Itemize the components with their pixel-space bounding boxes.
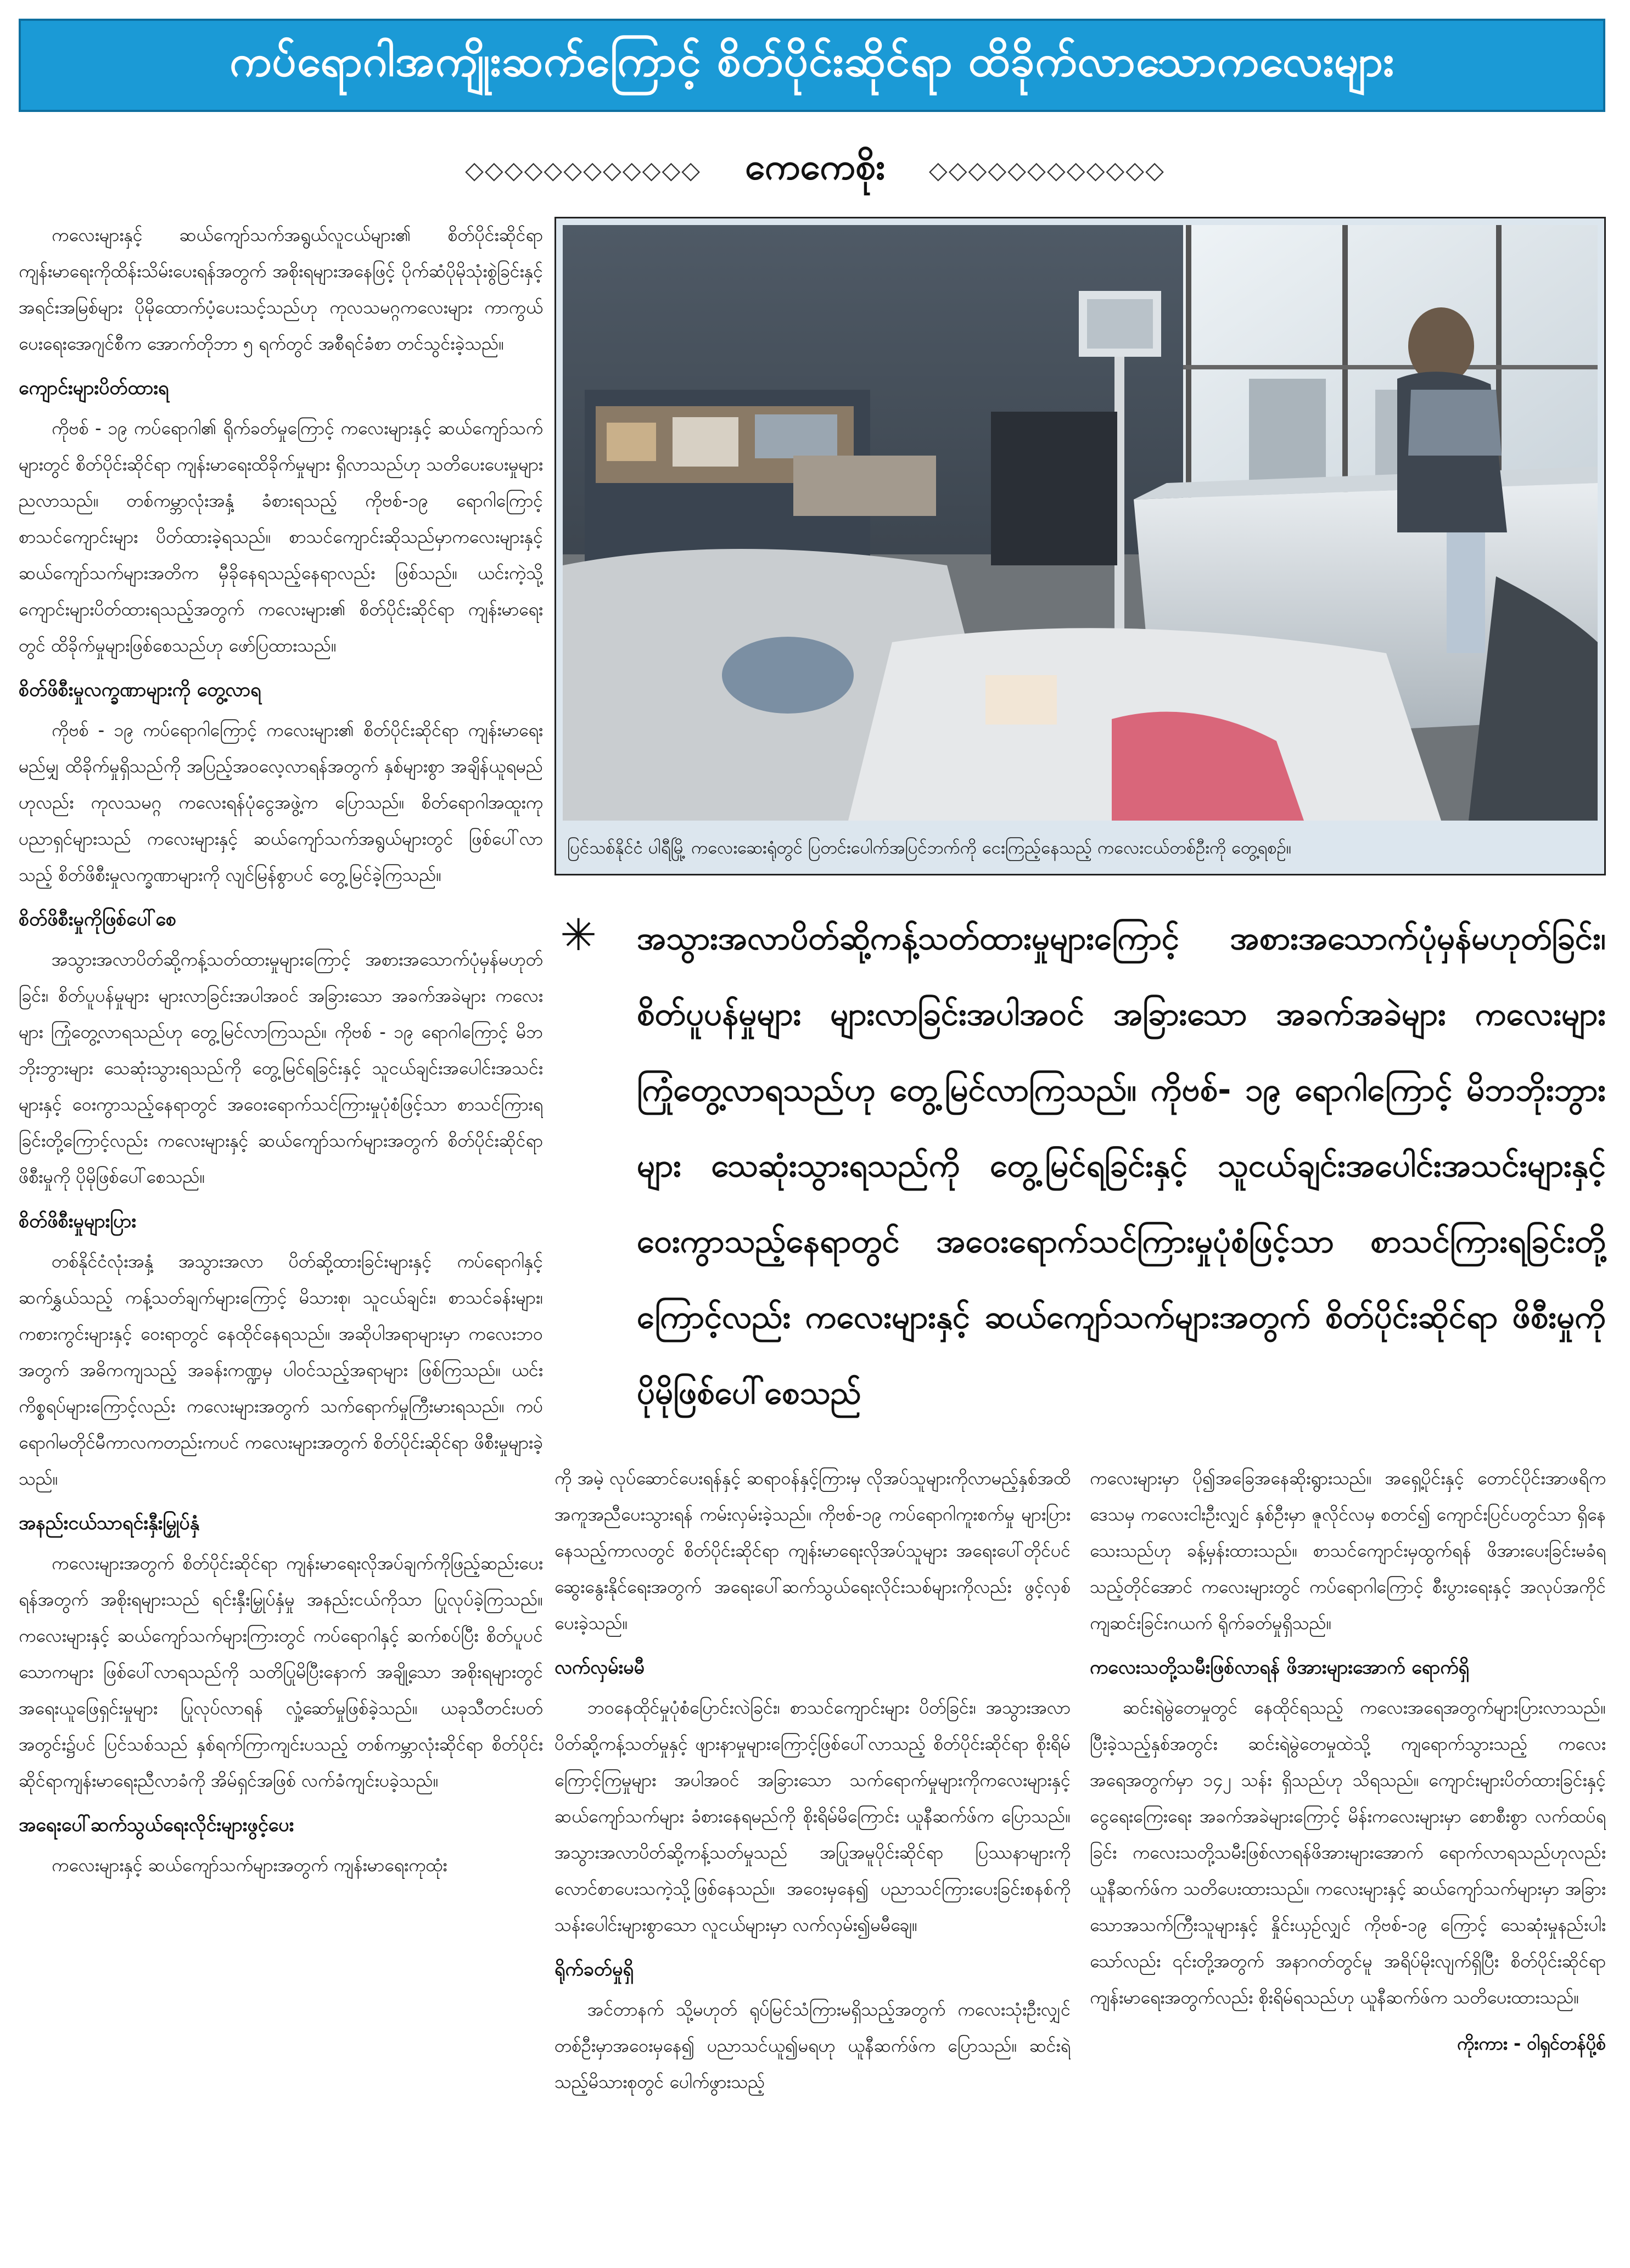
- subheading: အရေးပေါ်ဆက်သွယ်ရေးလိုင်းများဖွင့်ပေး: [19, 1814, 294, 1836]
- byline: [0, 140, 1630, 200]
- subheading: လက်လှမ်းမမီ: [554, 1657, 645, 1678]
- subheading: စိတ်ဖိစီးမှုများပြား: [19, 1210, 136, 1232]
- paragraph: ဆင်းရဲမွဲတေမှုတွင် နေထိုင်ရသည့် ကလေးအရေအတွက်များပြားလာသည်။ ပြီးခဲ့သည့်နှစ်အတွင်း ဆင်းရဲမွဲတေမှုထဲသို့ ကျရောက်သွားသည့် ကလေးအရေအတွက်မှာ ၁၄၂ သန်း ရှိသည်ဟု သိရသည်။ ကျောင်းများပိတ်ထားခြင်းနှင့် ငွေရေးကြေးရေး အခက်အခဲများကြောင့် မိန်းကလေးများမှာ စောစီးစွာ လက်ထပ်ရခြင်း ကလေးသတို့သမီးဖြစ်လာရန်ဖိအားများအောက် ရောက်လာရသည်ဟုလည်း ယူနီဆက်ဖ်က သတိပေးထားသည်။ ကလေးများနှင့် ဆယ်ကျော်သက်များမှာ အခြားသောအသက်ကြီးသူများနှင့် နှိုင်းယှဉ်လျှင် ကိုဗစ်-၁၉ ကြောင့် သေဆုံးမှုနည်းပါးသော်လည်း ၎င်းတို့အတွက် အနာဂတ်တွင်မူ အရိပ်မိုးလျက်ရှိပြီး စိတ်ပိုင်းဆိုင်ရာ ကျန်းမာရေးအတွက်လည်း စိုးရိမ်ရသည်ဟု ယူနီဆက်ဖ်က သတိပေးထားသည်။: [1090, 1697, 1606, 2008]
- column-left: [19, 217, 543, 2248]
- asterisk-icon: ✳: [560, 910, 597, 961]
- article-title: ကပ်ရောဂါအကျိုးဆက်ကြောင့် စိတ်ပိုင်းဆိုင်ရာ ထိခိုက်လာသောကလေးများ: [229, 36, 1394, 86]
- ornament-right: ◇◇◇◇◇◇◇◇◇◇◇◇: [928, 156, 1165, 184]
- paragraph: ကိုဗစ် - ၁၉ ကပ်ရောဂါကြောင့် ကလေးများ၏ စိတ်ပိုင်းဆိုင်ရာ ကျန်းမာရေးမည်မျှ ထိခိုက်မှုရှိသည်ကို အပြည့်အဝလေ့လာရန်အတွက် နှစ်များစွာ အချိန်ယူရမည်ဟုလည်း ကုလသမဂ္ဂ ကလေးရန်ပုံငွေအဖွဲ့က ပြောသည်။ စိတ်ရောဂါအထူးကုပညာရှင်များသည် ကလေးများနှင့် ဆယ်ကျော်သက်အရွယ်များတွင် ဖြစ်ပေါ်လာသည့် စိတ်ဖိစီးမှုလက္ခဏာများကို လျင်မြန်စွာပင် တွေ့မြင်ခဲ့ကြသည်။: [19, 720, 543, 885]
- paragraph: ကလေးများအတွက် စိတ်ပိုင်းဆိုင်ရာ ကျန်းမာရေးလိုအပ်ချက်ကိုဖြည့်ဆည်းပေးရန်အတွက် အစိုးရများသည် ရင်းနှီးမြှုပ်နှံမှု အနည်းငယ်ကိုသာ ပြုလုပ်ခဲ့ကြသည်။ ကလေးများနှင့် ဆယ်ကျော်သက်များကြားတွင် ကပ်ရောဂါနှင့် ဆက်စပ်ပြီး စိတ်ပူပင်သောကများ ဖြစ်ပေါ်လာရသည်ကို သတိပြုမိပြီးနောက် အချို့သော အစိုးရများတွင် အရေးယူဖြေရှင်းမှုများ ပြုလုပ်လာရန် လှုံ့ဆော်မှုဖြစ်ခဲ့သည်။ ယခုသီတင်းပတ်အတွင်း၌ပင် ပြင်သစ်သည် နှစ်ရက်ကြာကျင်းပသည့် တစ်ကမ္ဘာလုံးဆိုင်ရာ စိတ်ပိုင်းဆိုင်ရာကျန်းမာရေးညီလာခံကို အိမ်ရှင်အဖြစ် လက်ခံကျင်းပခဲ့သည်။: [19, 1553, 543, 1791]
- subheading: အနည်းငယ်သာရင်းနှီးမြှုပ်နှံ: [19, 1512, 200, 1534]
- paragraph: အင်တာနက် သို့မဟုတ် ရုပ်မြင်သံကြားမရှိသည့်အတွက် ကလေးသုံးဦးလျှင် တစ်ဦးမှာအဝေးမှနေ၍ ပညာသင်ယူ၍မရဟု ယူနီဆက်ဖ်က ပြောသည်။ ဆင်းရဲသည့်မိသားစုတွင် ပေါက်ဖွားသည့်: [554, 1999, 1071, 2092]
- pull-quote-text: အသွားအလာပိတ်ဆို့ကန့်သတ်ထားမှုများကြောင့် အစားအသောက်ပုံမှန်မဟုတ်ခြင်း၊ စိတ်ပူပန်မှုများ များလာခြင်းအပါအဝင် အခြားသော အခက်အခဲများ ကလေးများ ကြုံတွေ့လာရသည်ဟု တွေ့မြင်လာကြသည်။ ကိုဗစ်- ၁၉ ရောဂါကြောင့် မိဘဘိုးဘွားများ သေဆုံးသွားရသည်ကို တွေ့မြင်ရခြင်းနှင့် သူငယ်ချင်းအပေါင်းအသင်းများနှင့် ဝေးကွာသည့်နေရာတွင် အဝေးရောက်သင်ကြားမှုပုံစံဖြင့်သာ စာသင်ကြားရခြင်းတို့ကြောင့်လည်း ကလေးများနှင့် ဆယ်ကျော်သက်များအတွက် စိတ်ပိုင်းဆိုင်ရာ ဖိစီးမှုကို ပိုမိုဖြစ်ပေါ်စေသည်: [637, 919, 1606, 1411]
- column-middle: [554, 1460, 1071, 2250]
- subheading: ရိုက်ခတ်မှုရှိ: [554, 1958, 634, 1980]
- column-right: [1090, 1460, 1606, 2250]
- paragraph: ဘဝနေထိုင်မှုပုံစံပြောင်းလဲခြင်း၊ စာသင်ကျောင်းများ ပိတ်ခြင်း၊ အသွားအလာပိတ်ဆို့ကန့်သတ်မှုနှင့် ဖျားနာမှုများကြောင့်ဖြစ်ပေါ်လာသည့် စိတ်ပိုင်းဆိုင်ရာ စိုးရိမ်ကြောင့်ကြမှုများ အပါအဝင် အခြားသော သက်ရောက်မှုများကိုကလေးများနှင့် ဆယ်ကျော်သက်များ ခံစားနေရမည်ကို စိုးရိမ်မိကြောင်း ယူနီဆက်ဖ်က ပြောသည်။ အသွားအလာပိတ်ဆို့ကန့်သတ်မှုသည် အပြုအမူပိုင်းဆိုင်ရာ ပြဿနာများကို လောင်စာပေးသကဲ့သို့ဖြစ်နေသည်။ အဝေးမှနေ၍ ပညာသင်ကြားပေးခြင်းစနစ်ကို သန်းပေါင်းများစွာသော လူငယ်များမှာ လက်လှမ်း၍မမီချေ။: [554, 1697, 1071, 1935]
- ornament-left: ◇◇◇◇◇◇◇◇◇◇◇◇: [465, 156, 702, 184]
- subheading: ကျောင်းများပိတ်ထားရ: [19, 377, 169, 399]
- hospital-room-photo: [563, 225, 1598, 821]
- paragraph: အသွားအလာပိတ်ဆို့ကန့်သတ်ထားမှုများကြောင့် အစားအသောက်ပုံမှန်မဟုတ်ခြင်း၊ စိတ်ပူပန်မှုများ များလာခြင်းအပါအဝင် အခြားသော အခက်အခဲများ ကလေးများ ကြုံတွေ့လာရသည်ဟု တွေ့မြင်လာကြသည်။ ကိုဗစ် - ၁၉ ရောဂါကြောင့် မိဘဘိုးဘွားများ သေဆုံးသွားရသည်ကို တွေ့မြင်ရခြင်းနှင့် သူငယ်ချင်းအပေါင်းအသင်းများနှင့် ဝေးကွာသည့်နေရာတွင် အဝေးရောက်သင်ကြားမှုပုံစံဖြင့်သာ စာသင်ကြားရခြင်းတို့ကြောင့်လည်း ကလေးများနှင့် ဆယ်ကျော်သက်များအတွက် စိတ်ပိုင်းဆိုင်ရာဖိစီးမှုကို ပိုမိုဖြစ်ပေါ်စေသည်။: [19, 949, 543, 1187]
- paragraph: ကလေးများနှင့် ဆယ်ကျော်သက်များအတွက် ကျန်းမာရေးကုထုံး: [52, 1855, 447, 1876]
- subheading: ကလေးသတို့သမီးဖြစ်လာရန် ဖိအားများအောက် ရောက်ရှိ: [1090, 1657, 1470, 1678]
- paragraph: ကလေးများမှာ ပို၍အခြေအနေဆိုးရွားသည်။ အရှေ့ပိုင်းနှင့် တောင်ပိုင်းအာဖရိကဒေသမှ ကလေးငါးဦးလျှင် နှစ်ဦးမှာ ဇူလိုင်လမှ စတင်၍ ကျောင်းပြင်ပတွင်သာ ရှိနေသေးသည်ဟု ခန့်မှန်းထားသည်။ စာသင်ကျောင်းမှထွက်ရန် ဖိအားပေးခြင်းမခံရသည့်တိုင်အောင် ကလေးများတွင် ကပ်ရောဂါကြောင့် စီးပွားရေးနှင့် အလုပ်အကိုင်ကျဆင်းခြင်းဂယက် ရိုက်ခတ်မှုရှိသည်။: [1090, 1468, 1606, 1633]
- subheading: စိတ်ဖိစီးမှုကိုဖြစ်ပေါ်စေ: [19, 908, 177, 930]
- paragraph: ကို အမဲ့ လုပ်ဆောင်ပေးရန်နှင့် ဆရာဝန်နှင့်ကြားမှ လိုအပ်သူများကိုလာမည့်နှစ်အထိ အကူအညီပေးသွားရန် ကမ်းလှမ်းခဲ့သည်။ ကိုဗစ်-၁၉ ကပ်ရောဂါကူးစက်မှု များပြားနေသည့်ကာလတွင် စိတ်ပိုင်းဆိုင်ရာ ကျန်းမာရေးလိုအပ်သူများ အရေးပေါ်တိုင်ပင်ဆွေးနွေးနိုင်ရေးအတွက် အရေးပေါ်ဆက်သွယ်ရေးလိုင်းသစ်များကိုလည်း ဖွင့်လှစ်ပေးခဲ့သည်။: [554, 1468, 1071, 1633]
- title-banner: [19, 19, 1605, 112]
- photo-frame: [554, 217, 1606, 875]
- paragraph: ကိုဗစ် - ၁၉ ကပ်ရောဂါ၏ ရိုက်ခတ်မှုကြောင့် ကလေးများနှင့် ဆယ်ကျော်သက်များတွင် စိတ်ပိုင်းဆိုင်ရာ ကျန်းမာရေးထိခိုက်မှုများ ရှိလာသည်ဟု သတိပေးပေးမှုများ ညလာသည်။ တစ်ကမ္ဘာလုံးအနှံ့ ခံစားရသည့် ကိုဗစ်-၁၉ ရောဂါကြောင့် စာသင်ကျောင်းများ ပိတ်ထားခဲ့ရသည်။ စာသင်ကျောင်းဆိုသည်မှာကလေးများနှင့် ဆယ်ကျော်သက်များအတိက မှီခိုနေရသည့်နေရာလည်း ဖြစ်သည်။ ယင်းကဲ့သို့ ကျောင်းများပိတ်ထားရသည့်အတွက် ကလေးများ၏ စိတ်ပိုင်းဆိုင်ရာ ကျန်းမာရေးတွင် ထိခိုက်မှုများဖြစ်စေသည်ဟု ဖော်ပြထားသည်။: [19, 418, 543, 656]
- author-name: ကေကေစိုး: [745, 145, 885, 188]
- photo-caption: ပြင်သစ်နိုင်ငံ ပါရီမြို့ ကလေးဆေးရုံတွင် ပြတင်းပေါက်အပြင်ဘက်ကို ငေးကြည့်နေသည့် ကလေးငယ်တစ်ဦးကို တွေ့ရစဉ်။: [567, 838, 1292, 858]
- pull-quote: [554, 900, 1606, 1438]
- paragraph: တစ်နိုင်ငံလုံးအနှံ့ အသွားအလာ ပိတ်ဆို့ထားခြင်းများနှင့် ကပ်ရောဂါနှင့်ဆက်နွှယ်သည့် ကန့်သတ်ချက်များကြောင့် မိသားစု၊ သူငယ်ချင်း၊ စာသင်ခန်းများ၊ ကစားကွင်းများနှင့် ဝေးရာတွင် နေထိုင်နေရသည်။ အဆိုပါအရာများမှာ ကလေးဘဝအတွက် အဓိကကျသည့် အခန်းကဏ္ဍမှ ပါဝင်သည့်အရာများ ဖြစ်ကြသည်။ ယင်းကိစ္စရပ်များကြောင့်လည်း ကလေးများအတွက် သက်ရောက်မှုကြီးမားရသည်။ ကပ်ရောဂါမတိုင်မီကာလကတည်းကပင် ကလေးများအတွက် စိတ်ပိုင်းဆိုင်ရာ ဖိစီးမှုများခဲ့သည်။: [19, 1251, 543, 1489]
- subheading: စိတ်ဖိစီးမှုလက္ခဏာများကို တွေ့လာရ: [19, 679, 261, 701]
- paragraph: ကလေးများနှင့် ဆယ်ကျော်သက်အရွယ်လူငယ်များ၏ စိတ်ပိုင်းဆိုင်ရာ ကျန်းမာရေးကိုထိန်းသိမ်းပေးရန်အတွက် အစိုးရများအနေဖြင့် ပိုက်ဆံပိုမိုသုံးစွဲခြင်းနှင့် အရင်းအမြစ်များ ပိုမိုထောက်ပံ့ပေးသင့်သည်ဟု ကုလသမဂ္ဂကလေးများ ကာကွယ်ပေးရေးအေဂျင်စီက အောက်တိုဘာ ၅ ရက်တွင် အစီရင်ခံစာ တင်သွင်းခဲ့သည်။: [19, 224, 543, 354]
- source-credit: ကိုးကား - ဝါရှင်တန်ပို့စ်: [1457, 2033, 1606, 2054]
